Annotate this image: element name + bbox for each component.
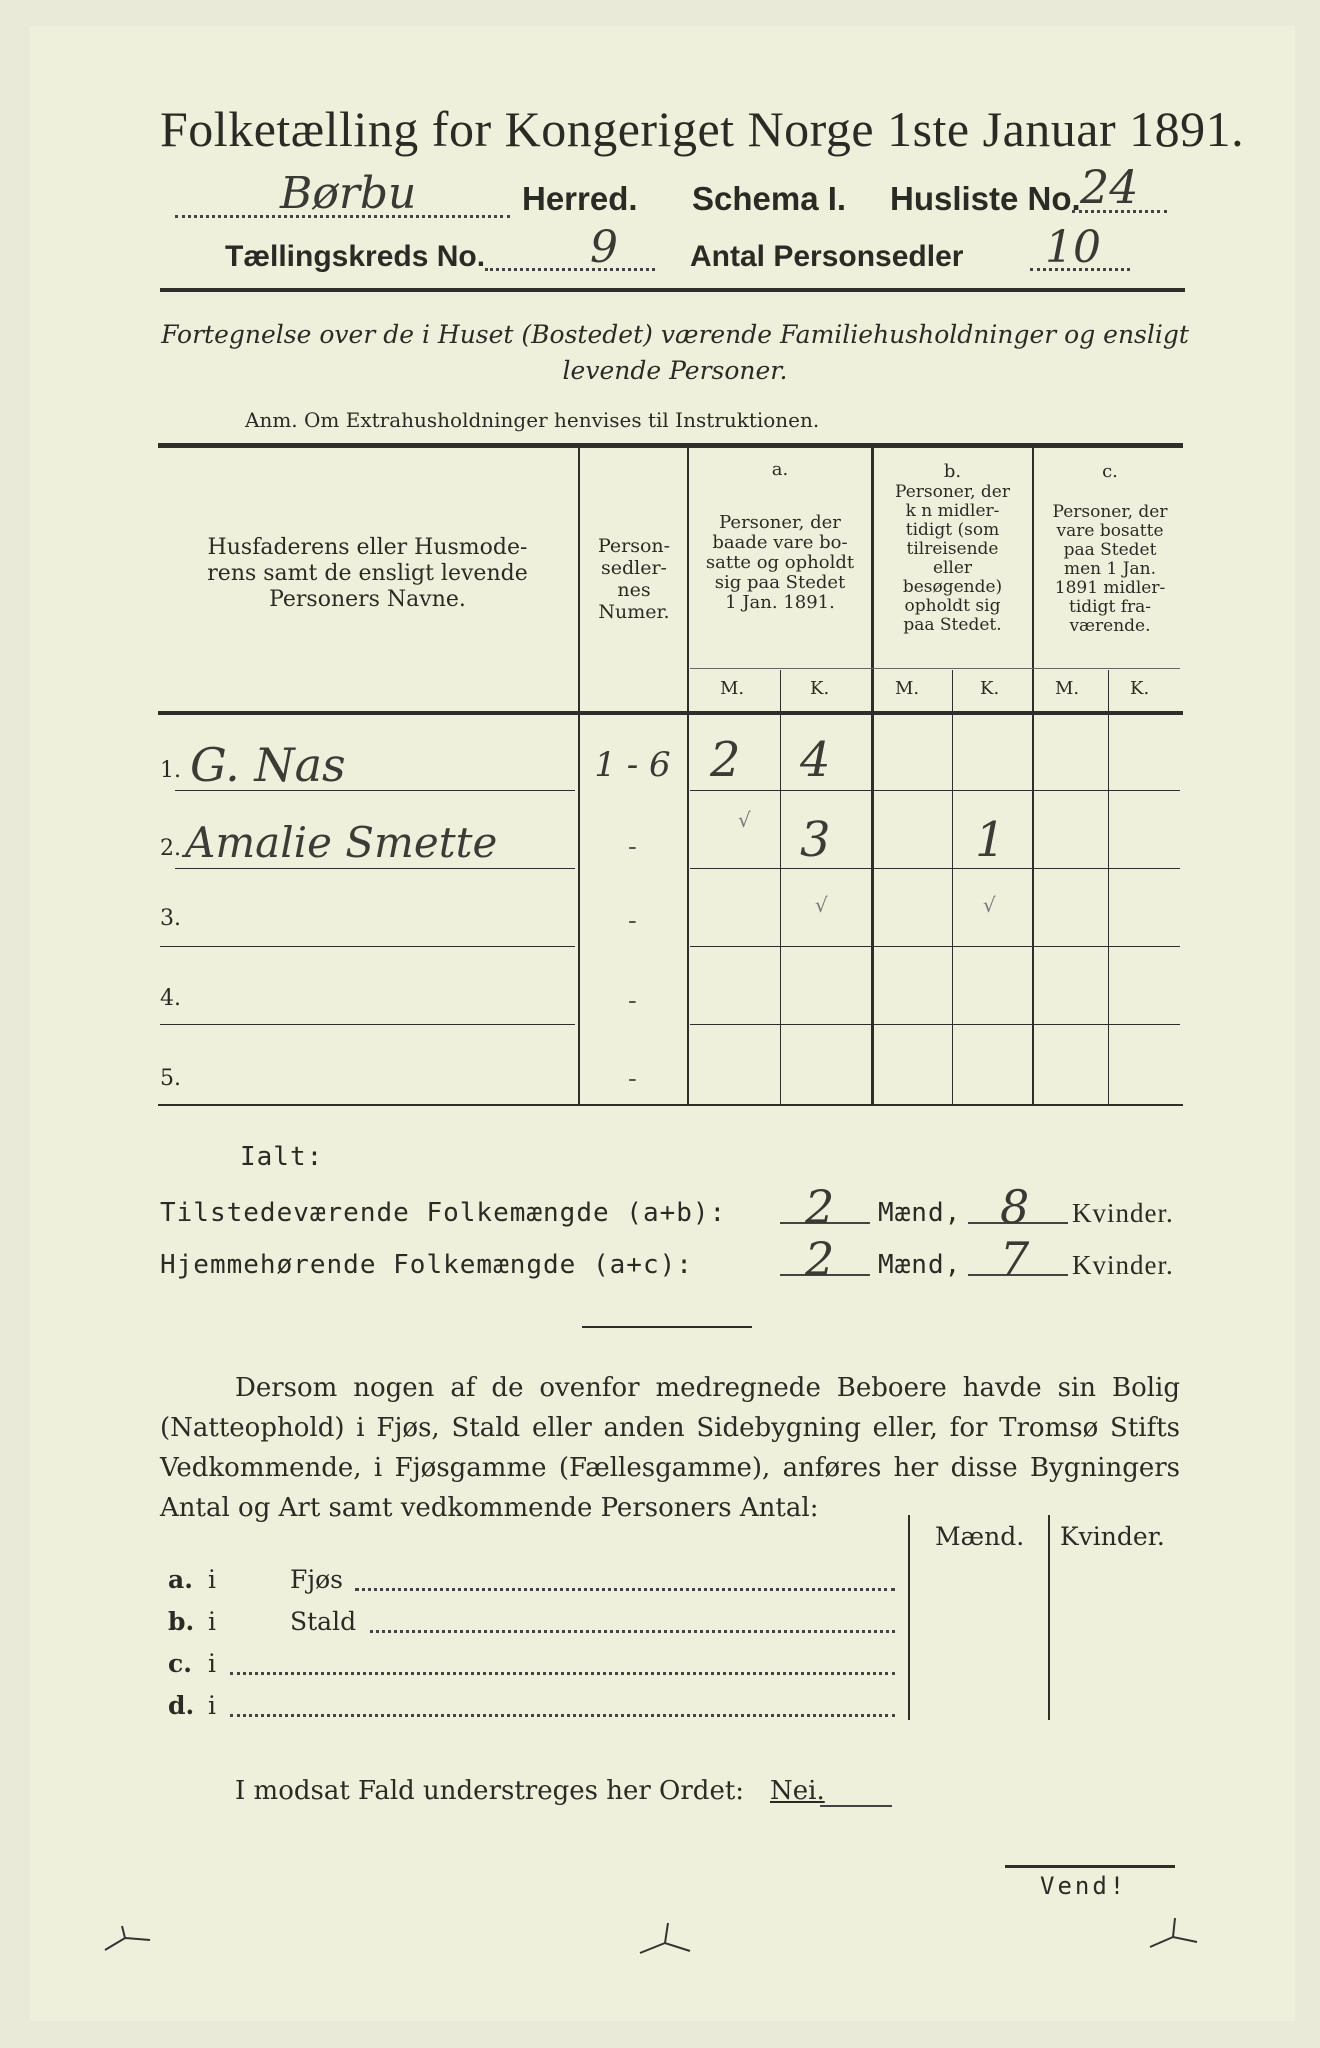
vline-3: [871, 447, 874, 1104]
ob-b-dots: [370, 1630, 895, 1633]
vline-c-mk: [1108, 670, 1109, 1104]
table-bottom-rule: [158, 1104, 1183, 1106]
form-title: Folketælling for Kongeriget Norge 1ste Januar 1891.: [160, 101, 1245, 157]
tilstede-maend: Mænd,: [878, 1198, 962, 1228]
col-c-letter: c.: [1102, 461, 1118, 482]
row-rule-2b: [690, 868, 1180, 869]
col-a-header-4: sig paa Stedet: [714, 572, 846, 593]
col-num-header: [582, 535, 686, 623]
binding-mark-left: [100, 1918, 160, 1958]
ob-c-letter: c.: [168, 1649, 192, 1678]
schema-label: Schema I.: [692, 180, 847, 217]
antal-label: Antal Personsedler: [690, 240, 964, 273]
col-a-header-2: baade vare bo-: [712, 532, 848, 553]
anm-note: Anm. Om Extrahusholdninger henvises til Instruktionen.: [245, 408, 820, 432]
herred-value: Børbu: [280, 168, 417, 219]
col-b-header: [875, 483, 1030, 635]
col-c-header-1: Personer, der: [1052, 502, 1168, 522]
col-c-header-2: vare bosatte: [1056, 521, 1164, 541]
col-b-header-2: k n midler-: [905, 501, 1000, 521]
ob-vline-2: [1048, 1515, 1050, 1720]
col-a-header-1: Personer, der: [719, 512, 841, 533]
col-a-header-3: satte og opholdt: [705, 552, 855, 573]
ob-a-letter: a.: [168, 1565, 193, 1594]
binding-mark-right: [1145, 1912, 1205, 1957]
col-c-header: [1035, 503, 1185, 636]
ob-b-name: Stald: [290, 1607, 357, 1636]
row-1-name: G. Nas: [190, 738, 346, 792]
ob-c-dots: [230, 1672, 895, 1675]
row-3-sedler: -: [628, 906, 637, 936]
b-m-label: M.: [895, 678, 920, 699]
tilstede-k: 8: [1000, 1180, 1030, 1234]
row-4-num: 4.: [160, 986, 181, 1011]
ob-c-prep: i: [208, 1649, 216, 1678]
hjemme-label: Hjemmehørende Folkemængde (a+c):: [160, 1250, 693, 1280]
row-1-a-k: 4: [800, 732, 831, 788]
vline-4: [1032, 447, 1034, 1104]
hjemme-kvinder: Kvinder.: [1072, 1250, 1174, 1280]
col-b-header-5: eller: [932, 558, 973, 578]
ob-a-dots: [355, 1588, 895, 1591]
col-b-header-6: besøgende): [902, 577, 1003, 597]
herred-label: Herred.: [522, 180, 638, 217]
vline-b-mk: [952, 670, 953, 1104]
husliste-label: Husliste No.: [890, 180, 1081, 217]
col-num-header-2: sedler-: [601, 557, 667, 579]
row-2-num: 2.: [160, 836, 181, 861]
kreds-label: Tællingskreds No.: [225, 240, 486, 273]
tilstede-label: Tilstedeværende Folkemængde (a+b):: [160, 1198, 727, 1228]
intro-line-2: levende Personer.: [562, 356, 788, 385]
table-top-rule: [158, 443, 1183, 448]
row-5-num: 5.: [160, 1066, 181, 1091]
outbuilding-paragraph: Dersom nogen af de ovenfor medregnede Beboere havde sin Bolig (Natteophold) i Fjøs, Stald eller anden Sidebygning eller, for Tromsø Stifts Vedkommende, i Fjøsgamme (Fællesgamme), anføres her disse Bygningers Antal og Art samt vedkommende Personers Antal:: [160, 1373, 1180, 1523]
tilstede-kvinder: Kvinder.: [1072, 1198, 1174, 1228]
ob-b-prep: i: [208, 1607, 216, 1636]
hjemme-maend: Mænd,: [878, 1250, 962, 1280]
mk-subrule: [690, 668, 1180, 669]
col-b-header-4: tilreisende: [906, 539, 999, 559]
ob-a-name: Fjøs: [290, 1565, 343, 1594]
row-rule-2: [175, 868, 575, 869]
tilstede-m: 2: [805, 1180, 835, 1234]
row-4-sedler: -: [628, 986, 637, 1016]
ob-b-letter: b.: [168, 1607, 195, 1636]
col-c-header-6: tidigt fra-: [1068, 597, 1151, 617]
title-rule: [160, 288, 1185, 292]
antal-value: 10: [1045, 222, 1101, 273]
row-3-b-k: √: [983, 893, 996, 917]
col-name-header-3: Personers Navne.: [269, 587, 466, 612]
col-c-header-7: værende.: [1069, 616, 1151, 636]
col-num-header-3: nes: [617, 579, 651, 601]
col-b-header-1: Personer, der: [895, 482, 1010, 502]
vline-a-mk: [780, 670, 781, 1104]
intro-line-1: Fortegnelse over de i Huset (Bostedet) værende Familiehusholdninger og ensligt: [161, 320, 1189, 349]
kreds-value: 9: [590, 222, 618, 273]
col-b-letter: b.: [943, 461, 962, 482]
row-5-sedler: -: [628, 1064, 637, 1094]
ialt-label: Ialt:: [240, 1142, 324, 1172]
col-c-header-5: 1891 midler-: [1054, 578, 1166, 598]
col-a-header-5: 1 Jan. 1891.: [725, 592, 835, 613]
row-2-name: Amalie Smette: [185, 818, 498, 867]
hjemme-m: 2: [805, 1232, 835, 1286]
row-rule-3: [160, 946, 575, 947]
row-rule-1b: [690, 790, 1180, 791]
ob-d-prep: i: [208, 1691, 216, 1720]
row-1-a-m: 2: [710, 732, 741, 788]
vline-2: [687, 447, 689, 1104]
vline-1: [578, 447, 580, 1104]
row-1-num: 1.: [160, 758, 181, 783]
col-num-header-4: Numer.: [598, 601, 670, 623]
husliste-dots: [1072, 200, 1167, 213]
section-divider: [582, 1326, 752, 1328]
c-m-label: M.: [1055, 678, 1080, 699]
hjemme-k: 7: [1000, 1232, 1030, 1286]
col-name-header: [165, 535, 570, 613]
binding-mark-center: [635, 1915, 695, 1960]
table-header-rule: [158, 711, 1183, 715]
row-3-num: 3.: [160, 906, 181, 931]
ob-d-dots: [230, 1714, 895, 1717]
col-b-header-8: paa Stedet.: [903, 615, 1002, 635]
col-b-header-7: opholdt sig: [904, 596, 1001, 616]
col-name-header-1: Husfaderens eller Husmode-: [207, 535, 528, 560]
row-rule-4b: [690, 1024, 1180, 1025]
ob-vline-1: [908, 1515, 910, 1720]
c-k-label: K.: [1130, 678, 1150, 699]
kreds-dots: [485, 258, 655, 271]
row-2-b-k: 1: [975, 812, 1006, 868]
row-1-sedler: 1 - 6: [594, 745, 671, 785]
ob-a-prep: i: [208, 1565, 216, 1594]
ob-col-maend: Mænd.: [935, 1522, 1025, 1551]
vend-rule: [1005, 1865, 1175, 1868]
col-c-header-4: men 1 Jan.: [1063, 559, 1157, 579]
col-name-header-2: rens samt de ensligt levende: [207, 561, 528, 586]
row-2-a-m: √: [738, 808, 751, 832]
a-k-label: K.: [810, 678, 830, 699]
col-a-header: [690, 513, 870, 613]
understreg-line: [820, 1805, 892, 1807]
row-2-a-k: 3: [800, 812, 831, 868]
row-rule-3b: [690, 946, 1180, 947]
ob-d-letter: d.: [168, 1691, 195, 1720]
col-b-header-3: tidigt (som: [905, 520, 1000, 540]
col-num-header-1: Person-: [597, 535, 671, 557]
understreg-word: Nei.: [770, 1776, 825, 1806]
husliste-value: 24: [1080, 160, 1139, 214]
row-2-sedler: -: [628, 832, 637, 862]
col-c-header-3: paa Stedet: [1063, 540, 1157, 560]
row-rule-4: [160, 1024, 575, 1025]
col-a-letter: a.: [771, 459, 789, 480]
b-k-label: K.: [980, 678, 1000, 699]
row-3-a-k: √: [815, 893, 828, 917]
vend-label: Vend!: [1040, 1872, 1128, 1900]
understreg-label: I modsat Fald understreges her Ordet:: [235, 1776, 745, 1806]
ob-col-kvinder: Kvinder.: [1060, 1522, 1165, 1551]
a-m-label: M.: [720, 678, 745, 699]
